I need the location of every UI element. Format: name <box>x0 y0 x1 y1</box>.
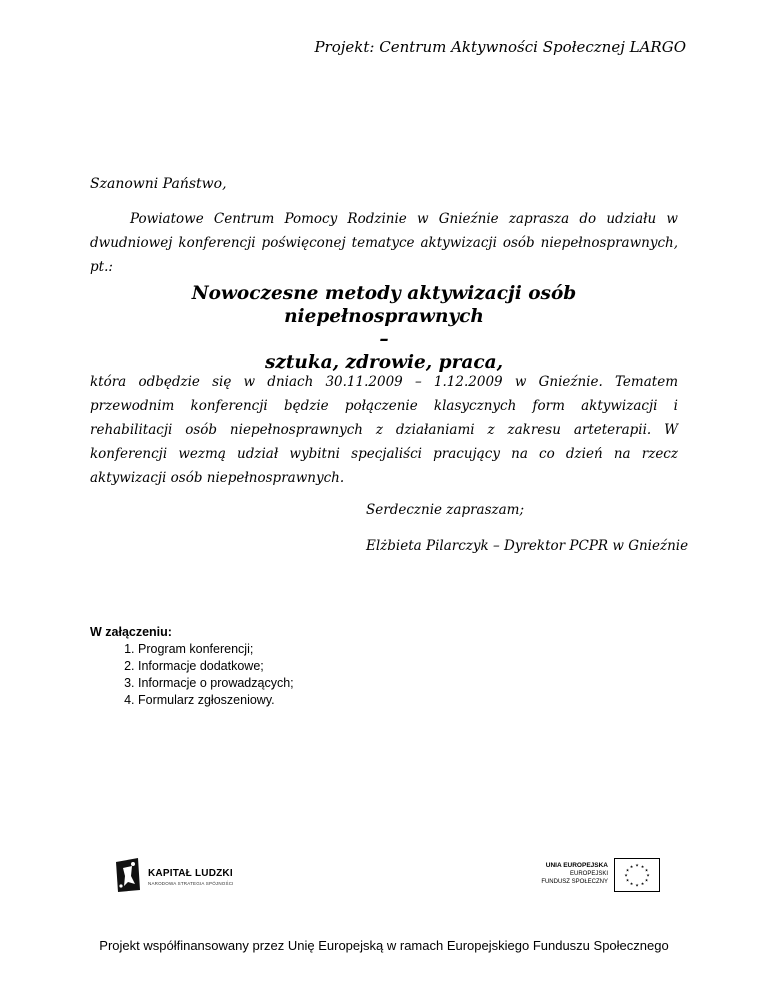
kapital-ludzki-name: KAPITAŁ LUDZKI <box>148 868 233 879</box>
svg-text:★: ★ <box>635 862 639 868</box>
svg-text:★: ★ <box>625 867 630 873</box>
eu-logo-line3: FUNDUSZ SPOŁECZNY <box>541 879 608 885</box>
conference-title <box>90 282 678 374</box>
footer-note: Projekt współfinansowany przez Unię Europejską w ramach Europejskiego Funduszu Społecznego <box>99 938 669 953</box>
eu-logo-texts <box>541 862 608 886</box>
svg-text:★: ★ <box>625 877 630 883</box>
svg-text:★: ★ <box>635 882 639 888</box>
svg-text:★: ★ <box>644 877 649 883</box>
svg-text:★: ★ <box>644 867 649 873</box>
kapital-ludzki-logo <box>114 856 254 896</box>
closing-line: Serdecznie zapraszam; <box>366 502 525 518</box>
salutation: Szanowni Państwo, <box>90 176 227 192</box>
conference-title-line1: Nowoczesne metody aktywizacji osób niepełnosprawnych <box>191 283 577 327</box>
eu-logo-line1: UNIA EUROPEJSKA <box>545 862 608 869</box>
conference-title-line3: sztuka, zdrowie, praca, <box>264 352 504 373</box>
attachment-item: 2. Informacje dodatkowe; <box>138 658 294 675</box>
attachments-section <box>90 624 294 709</box>
svg-text:★: ★ <box>646 872 650 878</box>
kapital-ludzki-mark-icon <box>114 856 142 894</box>
attachments-title: W załączeniu: <box>90 625 172 639</box>
body-paragraph: która odbędzie się w dniach 30.11.2009 – 1.12.2009 w Gnieźnie. Tematem przewodnim konferencji będzie połączenie klasycznych form aktywizacji i rehabilitacji osób niepełnosprawnych z działaniami z zakresu arteterapii. W konferencji wezmą udział wybitni specjaliści pracujący na co dzień na rzecz aktywizacji osób niepełnosprawnych. <box>90 374 678 486</box>
intro-paragraph <box>90 207 678 279</box>
eu-flag-icon <box>614 858 660 892</box>
intro-text: Powiatowe Centrum Pomocy Rodzinie w Gnieźnie zaprasza do udziału w dwudniowej konferencji poświęconej tematyce aktywizacji osób niepełnosprawnych, pt.: <box>90 211 678 275</box>
signature-line: Elżbieta Pilarczyk – Dyrektor PCPR w Gnieźnie <box>366 538 689 554</box>
eu-logo-line2: EUROPEJSKI <box>569 871 608 877</box>
kapital-ludzki-subtitle: NARODOWA STRATEGIA SPÓJNOŚCI <box>148 881 234 886</box>
eu-logo <box>510 858 660 894</box>
svg-text:★: ★ <box>624 872 628 878</box>
svg-text:★: ★ <box>640 864 645 869</box>
svg-text:★: ★ <box>640 881 645 886</box>
attachments-list <box>90 641 294 709</box>
svg-text:★: ★ <box>629 881 634 886</box>
attachment-item: 3. Informacje o prowadzących; <box>138 675 294 692</box>
conference-title-dash: – <box>379 329 389 350</box>
project-header: Projekt: Centrum Aktywności Społecznej LARGO <box>314 38 686 56</box>
attachment-item: 4. Formularz zgłoszeniowy. <box>138 692 294 709</box>
attachment-item: 1. Program konferencji; <box>138 641 294 658</box>
svg-text:★: ★ <box>629 864 634 869</box>
